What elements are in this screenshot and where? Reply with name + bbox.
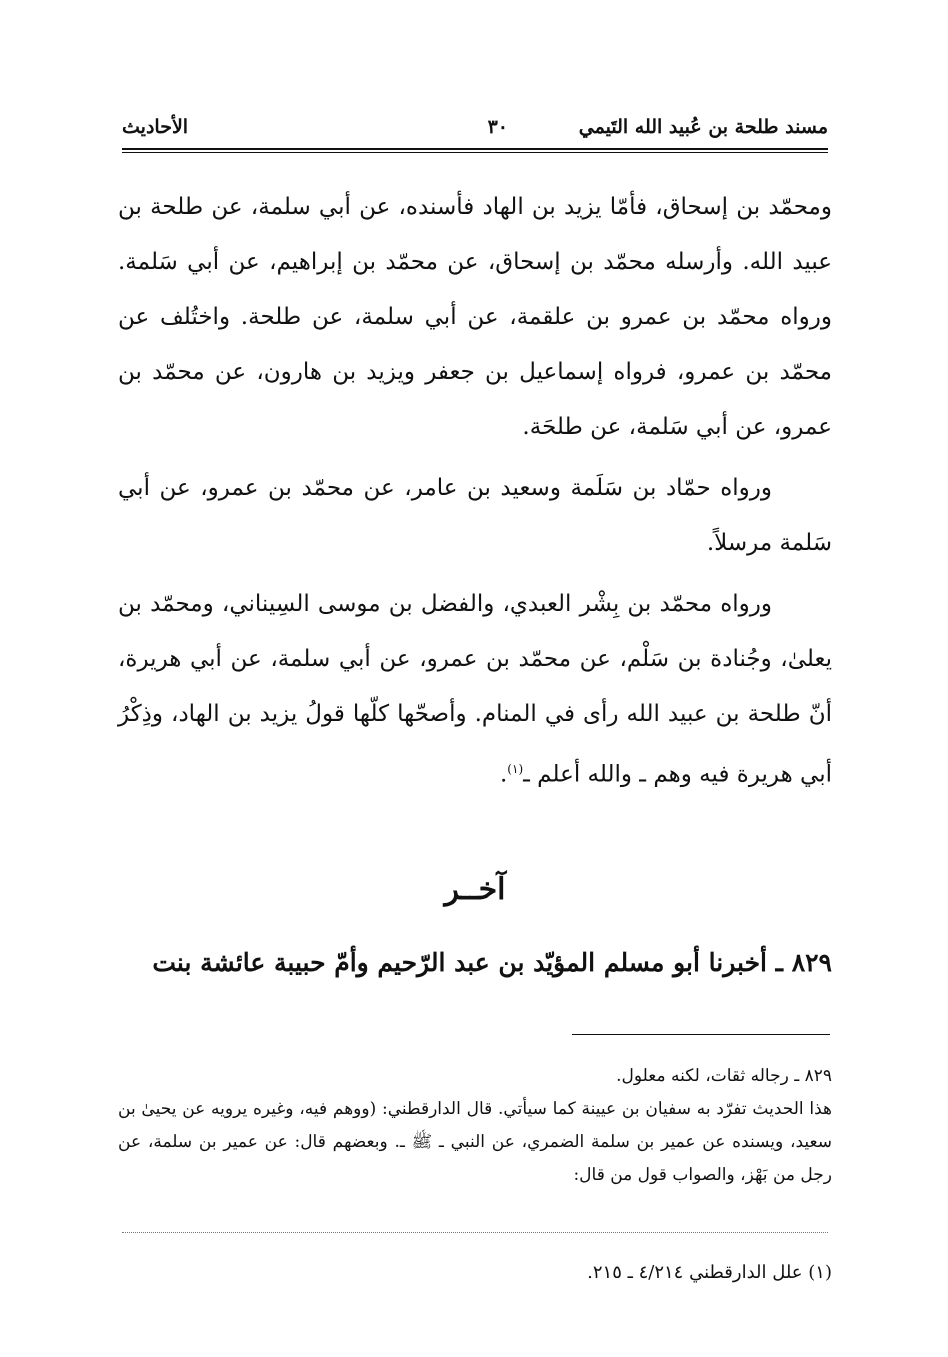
main-text	[118, 180, 832, 809]
dotted-separator	[122, 1232, 828, 1233]
paragraph	[118, 577, 832, 803]
footnotes	[118, 1060, 832, 1192]
section-heading: آخــر	[444, 872, 506, 907]
running-header	[122, 112, 828, 146]
footnote-reference: (١)	[507, 762, 524, 776]
page-number: ٣٠	[487, 116, 508, 138]
endnote: (١) علل الدارقطني ٤/٢١٤ ـ ٢١٥.	[587, 1262, 832, 1283]
book-title: مسند طلحة بن عُبيد الله التَيمي	[578, 116, 828, 138]
footnote-line: هذا الحديث تفرّد به سفيان بن عيينة كما سيأتي. قال الدارقطني: (ووهم فيه، وغيره يرويه عن يحيىٰ بن سعيد، ويسنده عن عمير بن سلمة الضمري، عن النبي ـ ﷺ ـ. وبعضهم قال: عن عمير بن سلمة، عن رجل من بَهْز، والصواب قول من قال:	[118, 1099, 832, 1185]
paragraph-end: .	[499, 761, 508, 788]
header-rule	[122, 148, 828, 153]
paragraph-text: ورواه محمّد بن بِشْر العبدي، والفضل بن موسى السِيناني، ومحمّد بن يعلىٰ، وجُنادة بن سَلْم، عن محمّد بن عمرو، عن أبي سلمة، عن أبي هريرة، أنّ طلحة بن عبيد الله رأى في المنام. وأصحّها كلّها قولُ يزيد بن الهاد، وذِكْرُ أبي هريرة فيه وهم ـ والله أعلم ـ	[118, 591, 832, 788]
section-title: الأحاديث	[122, 116, 189, 138]
footnote-separator	[572, 1034, 830, 1035]
hadith-opening-line: ٨٢٩ ـ أخبرنا أبو مسلم المؤيّد بن عبد الرّحيم وأمّ حبيبة عائشة بنت	[152, 948, 832, 977]
paragraph: ورواه حمّاد بن سَلَمة وسعيد بن عامر، عن محمّد بن عمرو، عن أبي سَلمة مرسلاً.	[118, 475, 832, 556]
paragraph: ومحمّد بن إسحاق، فأمّا يزيد بن الهاد فأسنده، عن أبي سلمة، عن طلحة بن عبيد الله. وأرسله محمّد بن إسحاق، عن محمّد بن إبراهيم، عن أبي سَلمة. ورواه محمّد بن عمرو بن علقمة، عن أبي سلمة، عن طلحة. واختُلف عن محمّد بن عمرو، فرواه إسماعيل بن جعفر ويزيد بن هارون، عن محمّد بن عمرو، عن أبي سَلمة، عن طلحَة.	[118, 194, 832, 440]
footnote-line: ٨٢٩ ـ رجاله ثقات، لكنه معلول.	[616, 1066, 832, 1086]
